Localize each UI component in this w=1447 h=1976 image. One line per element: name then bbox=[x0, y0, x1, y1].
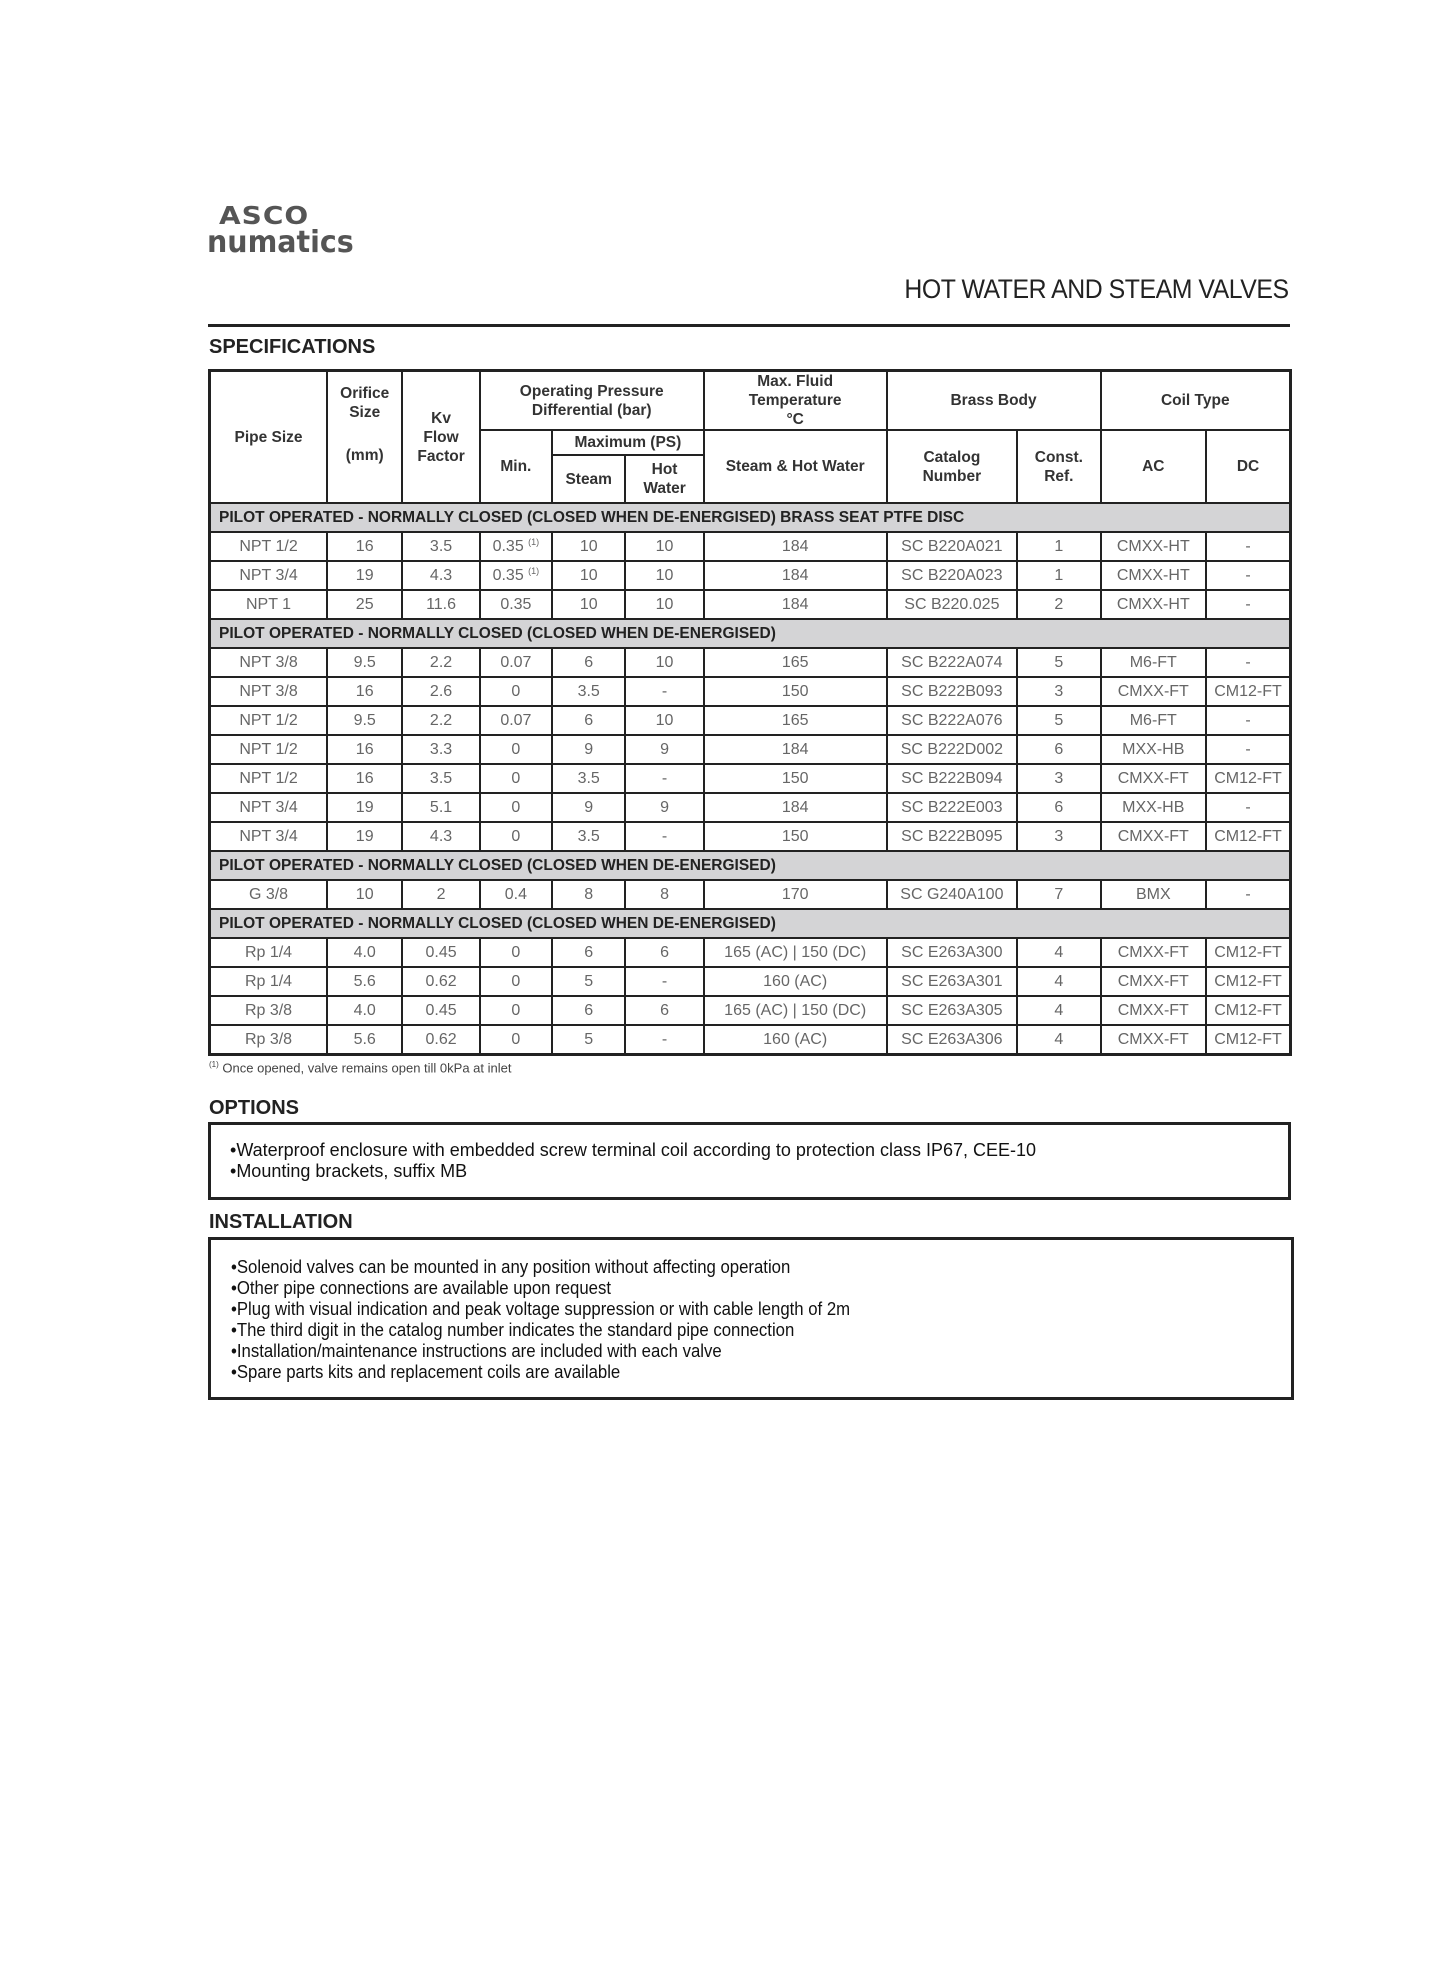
cell-catalog-number: SC B222B095 bbox=[887, 822, 1018, 851]
cell-max-temp: 165 (AC) | 150 (DC) bbox=[704, 938, 887, 967]
col-header-kv-flow-factor bbox=[402, 371, 479, 504]
col-header-catalog-number bbox=[887, 430, 1018, 503]
cell-coil-ac: CMXX-FT bbox=[1101, 1025, 1206, 1055]
cell-steam-max: 6 bbox=[552, 996, 625, 1025]
col-header-hot-water bbox=[625, 455, 703, 503]
cell-coil-dc: - bbox=[1206, 648, 1290, 677]
table-row bbox=[210, 880, 1291, 909]
cell-max-temp: 184 bbox=[704, 532, 887, 561]
min-value: 0.07 bbox=[500, 711, 532, 729]
options-box bbox=[208, 1122, 1291, 1200]
cell-catalog-number: SC E263A306 bbox=[887, 1025, 1018, 1055]
cell-steam-max: 6 bbox=[552, 648, 625, 677]
cell-coil-ac: CMXX-FT bbox=[1101, 967, 1206, 996]
cell-kv-factor: 11.6 bbox=[402, 590, 479, 619]
table-row bbox=[210, 677, 1291, 706]
logo-line-1: ASCO bbox=[219, 200, 310, 231]
footnote bbox=[209, 1060, 511, 1075]
group-header-row bbox=[210, 503, 1291, 532]
table-row bbox=[210, 764, 1291, 793]
installation-item: • Installation/maintenance instructions are included with each valve bbox=[231, 1341, 1217, 1362]
min-value: 0 bbox=[511, 827, 521, 845]
cell-coil-dc: CM12-FT bbox=[1206, 822, 1290, 851]
cell-const-ref: 6 bbox=[1017, 735, 1100, 764]
min-value: 0 bbox=[511, 1030, 521, 1048]
cell-orifice-size: 5.6 bbox=[327, 1025, 402, 1055]
cell-coil-ac: M6-FT bbox=[1101, 706, 1206, 735]
cell-hot-water-max: - bbox=[625, 822, 703, 851]
cell-const-ref: 5 bbox=[1017, 706, 1100, 735]
col-header-pipe-size: Pipe Size bbox=[210, 371, 328, 504]
col-header-steam: Steam bbox=[552, 455, 625, 503]
cell-coil-dc: - bbox=[1206, 880, 1290, 909]
catalog-number-label: Catalog Number bbox=[922, 448, 982, 485]
cell-max-temp: 150 bbox=[704, 822, 887, 851]
cell-catalog-number: SC B220A021 bbox=[887, 532, 1018, 561]
cell-max-temp: 150 bbox=[704, 677, 887, 706]
cell-pipe-size: NPT 3/4 bbox=[210, 822, 328, 851]
table-row bbox=[210, 938, 1291, 967]
logo-line-2: numatics bbox=[207, 225, 354, 260]
orifice-size-label: Orifice Size bbox=[340, 385, 390, 421]
cell-const-ref: 4 bbox=[1017, 938, 1100, 967]
cell-hot-water-max: 9 bbox=[625, 735, 703, 764]
cell-hot-water-max: - bbox=[625, 677, 703, 706]
cell-coil-ac: CMXX-FT bbox=[1101, 938, 1206, 967]
cell-min-pressure bbox=[480, 532, 552, 561]
cell-pipe-size: NPT 1/2 bbox=[210, 735, 328, 764]
op-pressure-label: Operating Pressure Differential (bar) bbox=[519, 382, 664, 419]
cell-max-temp: 150 bbox=[704, 764, 887, 793]
min-value: 0 bbox=[511, 682, 521, 700]
cell-catalog-number: SC B222A076 bbox=[887, 706, 1018, 735]
cell-min-pressure bbox=[480, 677, 552, 706]
table-row bbox=[210, 967, 1291, 996]
cell-steam-max: 3.5 bbox=[552, 677, 625, 706]
cell-orifice-size: 16 bbox=[327, 677, 402, 706]
cell-coil-dc: CM12-FT bbox=[1206, 1025, 1290, 1055]
cell-min-pressure bbox=[480, 996, 552, 1025]
group-label: PILOT OPERATED - NORMALLY CLOSED (CLOSED WHEN DE-ENERGISED) bbox=[210, 851, 1291, 880]
group-label: PILOT OPERATED - NORMALLY CLOSED (CLOSED WHEN DE-ENERGISED) bbox=[210, 619, 1291, 648]
min-value: 0 bbox=[511, 972, 521, 990]
cell-coil-dc: - bbox=[1206, 561, 1290, 590]
group-header-row bbox=[210, 909, 1291, 938]
cell-const-ref: 7 bbox=[1017, 880, 1100, 909]
cell-const-ref: 2 bbox=[1017, 590, 1100, 619]
cell-const-ref: 4 bbox=[1017, 996, 1100, 1025]
cell-catalog-number: SC B222E003 bbox=[887, 793, 1018, 822]
cell-hot-water-max: 8 bbox=[625, 880, 703, 909]
installation-item: • Plug with visual indication and peak voltage suppression or with cable length of 2m bbox=[231, 1299, 1217, 1320]
cell-min-pressure bbox=[480, 822, 552, 851]
cell-pipe-size: NPT 3/8 bbox=[210, 648, 328, 677]
specifications-heading: SPECIFICATIONS bbox=[209, 336, 376, 358]
cell-min-pressure bbox=[480, 967, 552, 996]
col-header-maximum-ps: Maximum (PS) bbox=[552, 430, 704, 455]
col-header-brass-body: Brass Body bbox=[887, 371, 1101, 431]
min-value: 0.4 bbox=[504, 885, 527, 903]
cell-kv-factor: 2.2 bbox=[402, 706, 479, 735]
cell-orifice-size: 16 bbox=[327, 764, 402, 793]
cell-catalog-number: SC B220.025 bbox=[887, 590, 1018, 619]
header-divider bbox=[208, 324, 1290, 327]
cell-max-temp: 184 bbox=[704, 561, 887, 590]
options-item: • Mounting brackets, suffix MB bbox=[230, 1161, 1288, 1182]
table-row bbox=[210, 793, 1291, 822]
table-row bbox=[210, 561, 1291, 590]
cell-coil-ac: CMXX-HT bbox=[1101, 561, 1206, 590]
options-heading: OPTIONS bbox=[209, 1097, 300, 1119]
installation-item: • The third digit in the catalog number indicates the standard pipe connection bbox=[231, 1320, 1217, 1341]
cell-catalog-number: SC G240A100 bbox=[887, 880, 1018, 909]
cell-coil-dc: CM12-FT bbox=[1206, 996, 1290, 1025]
cell-coil-ac: MXX-HB bbox=[1101, 735, 1206, 764]
cell-coil-ac: BMX bbox=[1101, 880, 1206, 909]
cell-coil-ac: CMXX-FT bbox=[1101, 764, 1206, 793]
cell-kv-factor: 0.45 bbox=[402, 996, 479, 1025]
table-row bbox=[210, 706, 1291, 735]
cell-max-temp: 184 bbox=[704, 735, 887, 764]
cell-kv-factor: 0.45 bbox=[402, 938, 479, 967]
cell-hot-water-max: 10 bbox=[625, 648, 703, 677]
cell-max-temp: 184 bbox=[704, 793, 887, 822]
cell-hot-water-max: 6 bbox=[625, 996, 703, 1025]
cell-coil-dc: CM12-FT bbox=[1206, 764, 1290, 793]
cell-hot-water-max: 10 bbox=[625, 561, 703, 590]
cell-hot-water-max: - bbox=[625, 967, 703, 996]
cell-hot-water-max: 9 bbox=[625, 793, 703, 822]
cell-steam-max: 5 bbox=[552, 1025, 625, 1055]
specifications-table bbox=[208, 369, 1292, 1056]
cell-min-pressure bbox=[480, 793, 552, 822]
const-ref-label: Const. Ref. bbox=[1034, 448, 1083, 485]
cell-coil-ac: CMXX-HT bbox=[1101, 532, 1206, 561]
table-row bbox=[210, 996, 1291, 1025]
cell-coil-dc: - bbox=[1206, 532, 1290, 561]
col-header-dc: DC bbox=[1206, 430, 1290, 503]
cell-catalog-number: SC B222A074 bbox=[887, 648, 1018, 677]
document-title: HOT WATER AND STEAM VALVES bbox=[904, 274, 1289, 304]
cell-const-ref: 1 bbox=[1017, 532, 1100, 561]
cell-max-temp: 165 bbox=[704, 706, 887, 735]
cell-kv-factor: 3.5 bbox=[402, 764, 479, 793]
cell-steam-max: 9 bbox=[552, 735, 625, 764]
cell-catalog-number: SC B220A023 bbox=[887, 561, 1018, 590]
cell-const-ref: 3 bbox=[1017, 822, 1100, 851]
footnote-ref: (1) bbox=[528, 566, 540, 576]
cell-steam-max: 3.5 bbox=[552, 822, 625, 851]
cell-pipe-size: NPT 1/2 bbox=[210, 764, 328, 793]
hot-water-label: Hot Water bbox=[643, 461, 686, 497]
cell-coil-dc: - bbox=[1206, 793, 1290, 822]
table-row bbox=[210, 1025, 1291, 1055]
cell-min-pressure bbox=[480, 706, 552, 735]
cell-catalog-number: SC E263A305 bbox=[887, 996, 1018, 1025]
cell-kv-factor: 2.2 bbox=[402, 648, 479, 677]
cell-const-ref: 4 bbox=[1017, 1025, 1100, 1055]
cell-const-ref: 4 bbox=[1017, 967, 1100, 996]
min-value: 0.35 bbox=[500, 595, 532, 613]
cell-coil-ac: CMXX-FT bbox=[1101, 677, 1206, 706]
max-temp-label: Max. Fluid Temperature °C bbox=[748, 373, 842, 428]
cell-hot-water-max: 10 bbox=[625, 706, 703, 735]
cell-orifice-size: 4.0 bbox=[327, 938, 402, 967]
cell-max-temp: 165 bbox=[704, 648, 887, 677]
cell-catalog-number: SC B222D002 bbox=[887, 735, 1018, 764]
cell-kv-factor: 3.3 bbox=[402, 735, 479, 764]
cell-pipe-size: NPT 1/2 bbox=[210, 532, 328, 561]
group-label: PILOT OPERATED - NORMALLY CLOSED (CLOSED WHEN DE-ENERGISED) BRASS SEAT PTFE DISC bbox=[210, 503, 1291, 532]
cell-const-ref: 6 bbox=[1017, 793, 1100, 822]
cell-coil-dc: - bbox=[1206, 590, 1290, 619]
cell-steam-max: 10 bbox=[552, 561, 625, 590]
min-value: 0 bbox=[511, 769, 521, 787]
cell-pipe-size: NPT 1/2 bbox=[210, 706, 328, 735]
cell-min-pressure bbox=[480, 764, 552, 793]
cell-max-temp: 170 bbox=[704, 880, 887, 909]
cell-hot-water-max: 10 bbox=[625, 590, 703, 619]
cell-orifice-size: 4.0 bbox=[327, 996, 402, 1025]
cell-pipe-size: Rp 1/4 bbox=[210, 967, 328, 996]
footnote-ref: (1) bbox=[528, 537, 540, 547]
min-value: 0 bbox=[511, 1001, 521, 1019]
footnote-text: Once opened, valve remains open till 0kPa at inlet bbox=[222, 1060, 512, 1076]
installation-heading: INSTALLATION bbox=[209, 1211, 353, 1233]
cell-pipe-size: NPT 3/4 bbox=[210, 793, 328, 822]
cell-const-ref: 3 bbox=[1017, 764, 1100, 793]
cell-pipe-size: NPT 3/8 bbox=[210, 677, 328, 706]
min-value: 0 bbox=[511, 943, 521, 961]
min-value: 0.35 bbox=[492, 538, 524, 555]
cell-hot-water-max: 10 bbox=[625, 532, 703, 561]
cell-catalog-number: SC E263A300 bbox=[887, 938, 1018, 967]
cell-min-pressure bbox=[480, 561, 552, 590]
cell-pipe-size: Rp 1/4 bbox=[210, 938, 328, 967]
cell-orifice-size: 16 bbox=[327, 735, 402, 764]
cell-const-ref: 5 bbox=[1017, 648, 1100, 677]
cell-coil-ac: MXX-HB bbox=[1101, 793, 1206, 822]
cell-min-pressure bbox=[480, 735, 552, 764]
col-header-const-ref bbox=[1017, 430, 1100, 503]
cell-steam-max: 9 bbox=[552, 793, 625, 822]
cell-kv-factor: 0.62 bbox=[402, 967, 479, 996]
min-value: 0 bbox=[511, 740, 521, 758]
cell-const-ref: 3 bbox=[1017, 677, 1100, 706]
cell-hot-water-max: - bbox=[625, 764, 703, 793]
cell-orifice-size: 9.5 bbox=[327, 648, 402, 677]
col-header-operating-pressure bbox=[480, 371, 704, 431]
table-row bbox=[210, 735, 1291, 764]
cell-orifice-size: 9.5 bbox=[327, 706, 402, 735]
group-header-row bbox=[210, 851, 1291, 880]
cell-kv-factor: 5.1 bbox=[402, 793, 479, 822]
cell-coil-dc: CM12-FT bbox=[1206, 967, 1290, 996]
cell-steam-max: 6 bbox=[552, 706, 625, 735]
cell-orifice-size: 19 bbox=[327, 561, 402, 590]
cell-kv-factor: 0.62 bbox=[402, 1025, 479, 1055]
cell-hot-water-max: - bbox=[625, 1025, 703, 1055]
table-row bbox=[210, 532, 1291, 561]
cell-const-ref: 1 bbox=[1017, 561, 1100, 590]
cell-orifice-size: 16 bbox=[327, 532, 402, 561]
installation-item: • Spare parts kits and replacement coils are available bbox=[231, 1362, 1217, 1383]
cell-min-pressure bbox=[480, 648, 552, 677]
col-header-ac: AC bbox=[1101, 430, 1206, 503]
cell-coil-dc: - bbox=[1206, 735, 1290, 764]
col-header-max-temp bbox=[704, 371, 887, 431]
cell-steam-max: 6 bbox=[552, 938, 625, 967]
orifice-unit-label: (mm) bbox=[345, 447, 384, 464]
cell-min-pressure bbox=[480, 1025, 552, 1055]
cell-coil-ac: CMXX-FT bbox=[1101, 822, 1206, 851]
installation-item: • Other pipe connections are available upon request bbox=[231, 1278, 1217, 1299]
cell-kv-factor: 2.6 bbox=[402, 677, 479, 706]
table-row bbox=[210, 590, 1291, 619]
cell-coil-dc: CM12-FT bbox=[1206, 677, 1290, 706]
cell-orifice-size: 19 bbox=[327, 822, 402, 851]
cell-coil-dc: - bbox=[1206, 706, 1290, 735]
cell-min-pressure bbox=[480, 590, 552, 619]
table-row bbox=[210, 822, 1291, 851]
cell-coil-ac: M6-FT bbox=[1101, 648, 1206, 677]
cell-orifice-size: 19 bbox=[327, 793, 402, 822]
cell-pipe-size: NPT 3/4 bbox=[210, 561, 328, 590]
cell-pipe-size: Rp 3/8 bbox=[210, 1025, 328, 1055]
cell-kv-factor: 3.5 bbox=[402, 532, 479, 561]
cell-max-temp: 160 (AC) bbox=[704, 1025, 887, 1055]
kv-label: Kv Flow Factor bbox=[417, 409, 465, 465]
options-list bbox=[230, 1140, 1288, 1182]
cell-steam-max: 10 bbox=[552, 590, 625, 619]
installation-item: • Solenoid valves can be mounted in any position without affecting operation bbox=[231, 1257, 1217, 1278]
cell-hot-water-max: 6 bbox=[625, 938, 703, 967]
cell-steam-max: 8 bbox=[552, 880, 625, 909]
cell-max-temp: 184 bbox=[704, 590, 887, 619]
asco-numatics-logo bbox=[207, 200, 367, 260]
cell-kv-factor: 2 bbox=[402, 880, 479, 909]
cell-kv-factor: 4.3 bbox=[402, 822, 479, 851]
cell-catalog-number: SC E263A301 bbox=[887, 967, 1018, 996]
cell-max-temp: 165 (AC) | 150 (DC) bbox=[704, 996, 887, 1025]
cell-coil-ac: CMXX-HT bbox=[1101, 590, 1206, 619]
col-header-coil-type: Coil Type bbox=[1101, 371, 1291, 431]
min-value: 0 bbox=[511, 798, 521, 816]
cell-steam-max: 10 bbox=[552, 532, 625, 561]
cell-coil-ac: CMXX-FT bbox=[1101, 996, 1206, 1025]
cell-min-pressure bbox=[480, 938, 552, 967]
cell-max-temp: 160 (AC) bbox=[704, 967, 887, 996]
cell-orifice-size: 25 bbox=[327, 590, 402, 619]
cell-pipe-size: Rp 3/8 bbox=[210, 996, 328, 1025]
min-value: 0.07 bbox=[500, 653, 532, 671]
group-label: PILOT OPERATED - NORMALLY CLOSED (CLOSED WHEN DE-ENERGISED) bbox=[210, 909, 1291, 938]
cell-orifice-size: 10 bbox=[327, 880, 402, 909]
col-header-steam-hot-water: Steam & Hot Water bbox=[704, 430, 887, 503]
cell-kv-factor: 4.3 bbox=[402, 561, 479, 590]
cell-min-pressure bbox=[480, 880, 552, 909]
cell-coil-dc: CM12-FT bbox=[1206, 938, 1290, 967]
min-value: 0.35 bbox=[492, 567, 524, 584]
col-header-orifice-size bbox=[327, 371, 402, 504]
group-header-row bbox=[210, 619, 1291, 648]
col-header-min: Min. bbox=[480, 430, 552, 503]
cell-steam-max: 5 bbox=[552, 967, 625, 996]
options-item: • Waterproof enclosure with embedded screw terminal coil according to protection class IP67, CEE-10 bbox=[230, 1140, 1288, 1161]
cell-pipe-size: G 3/8 bbox=[210, 880, 328, 909]
cell-catalog-number: SC B222B093 bbox=[887, 677, 1018, 706]
footnote-marker: (1) bbox=[209, 1060, 219, 1069]
cell-pipe-size: NPT 1 bbox=[210, 590, 328, 619]
installation-list bbox=[231, 1257, 1291, 1383]
table-row bbox=[210, 648, 1291, 677]
installation-box bbox=[208, 1237, 1294, 1400]
cell-orifice-size: 5.6 bbox=[327, 967, 402, 996]
cell-catalog-number: SC B222B094 bbox=[887, 764, 1018, 793]
cell-steam-max: 3.5 bbox=[552, 764, 625, 793]
